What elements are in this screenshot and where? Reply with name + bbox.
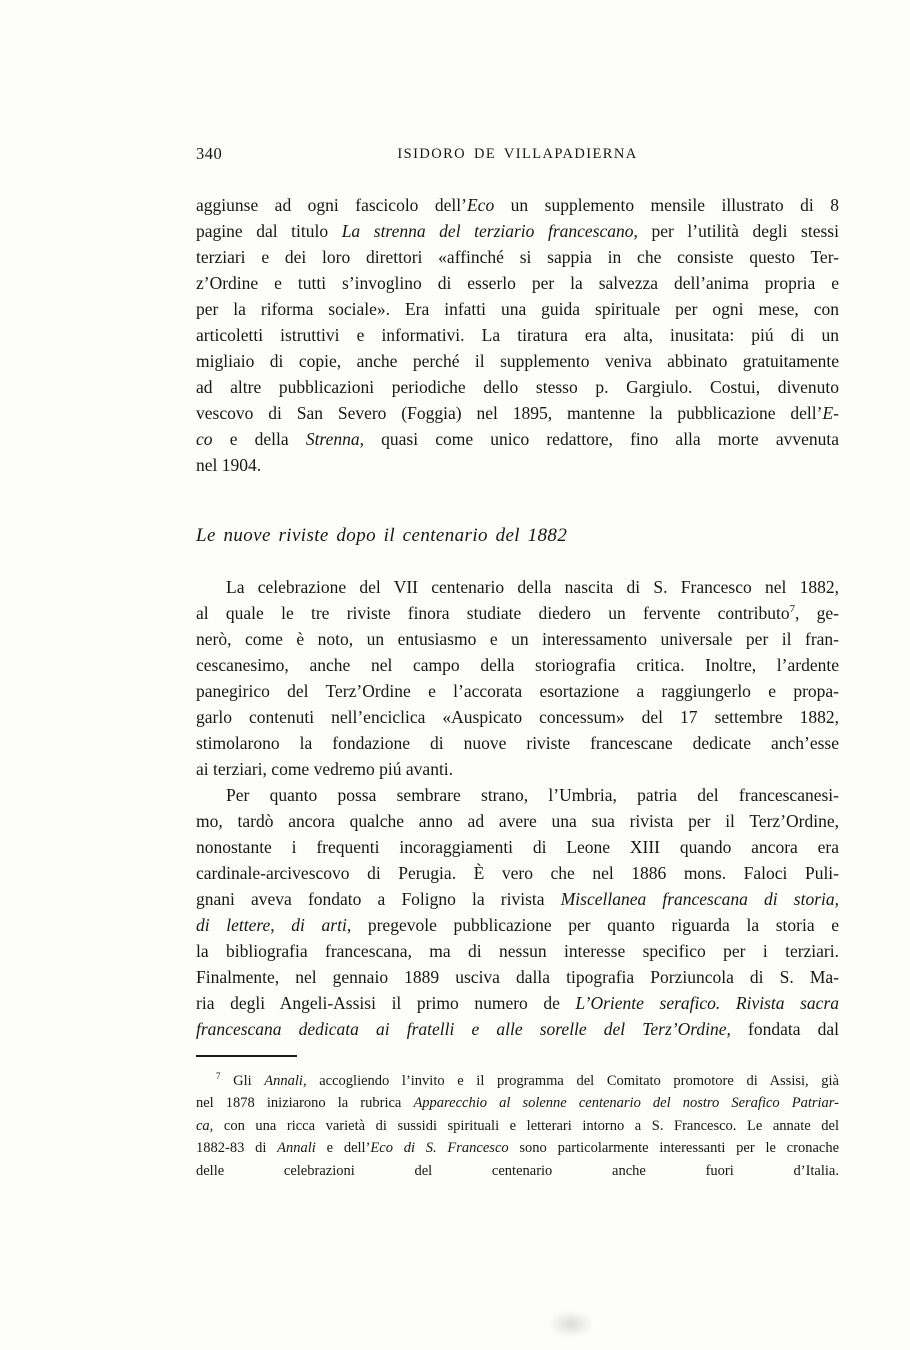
- text-line: articoletti istruttivi e informativi. La tiratura era alta, inusitata: piú di un: [196, 325, 839, 345]
- text-line: La celebrazione del VII centenario della nascita di S. Francesco nel 1882,: [226, 577, 839, 597]
- text-line: cescanesimo, anche nel campo della storiografia critica. Inoltre, l’ardente: [196, 655, 839, 675]
- text-line: panegirico del Terz’Ordine e l’accorata esortazione a raggiungerlo e propa-: [196, 681, 839, 701]
- paragraph-3: [196, 782, 839, 1042]
- footnote: [196, 1070, 839, 1182]
- text-line: $^7$ Gli Annali, accogliendo l’invito e il programma del Comitato promotore di Assisi, già: [216, 1071, 839, 1089]
- page-header: [196, 144, 839, 166]
- text-line: Finalmente, nel gennaio 1889 usciva dalla tipografia Porziuncola di S. Ma-: [196, 967, 839, 987]
- text-line: ria degli Angeli-Assisi il primo numero de L’Oriente serafico. Rivista sacra: [196, 993, 840, 1013]
- text-line: per la riforma sociale». Era infatti una guida spirituale per ogni mese, con: [196, 299, 839, 319]
- text-line: pagine dal titulo La strenna del terziario francescano, per l’utilità degli stessi: [196, 221, 839, 241]
- text-line: migliaio di copie, anche perché il supplemento veniva abbinato gratuitamente: [196, 351, 839, 371]
- text-line: terziari e dei loro direttori «affinché si sappia in che consiste questo Ter-: [196, 247, 839, 267]
- paragraph-1: [196, 192, 839, 478]
- text-line: mo, tardò ancora qualche anno ad avere una sua rivista per il Terz’Ordine,: [196, 811, 839, 831]
- text-line: cardinale-arcivescovo di Perugia. È vero che nel 1886 mons. Faloci Puli-: [196, 863, 839, 883]
- text-line: vescovo di San Severo (Foggia) nel 1895, mantenne la pubblicazione dell’E-: [196, 403, 839, 423]
- text-line: Per quanto possa sembrare strano, l’Umbria, patria del francescanesi-: [226, 785, 839, 805]
- text-line: nerò, come è noto, un entusiasmo e un interessamento universale per il fran-: [196, 629, 839, 649]
- running-title: ISIDORO DE VILLAPADIERNA: [397, 146, 638, 162]
- footnote-rule: [196, 1055, 297, 1057]
- text-line: gnani aveva fondato a Foligno la rivista Miscellanea francescana di storia,: [196, 889, 839, 909]
- text-line: z’Ordine e tutti s’invoglino di esserlo per la salvezza dell’anima propria e: [196, 273, 839, 293]
- text-line: di lettere, di arti, pregevole pubblicazione per quanto riguarda la storia e: [196, 915, 839, 935]
- text-line: nonostante i frequenti incoraggiamenti di Leone XIII quando ancora era: [196, 837, 839, 857]
- text-line: ai terziari, come vedremo piú avanti.: [196, 759, 454, 779]
- text-line: la bibliografia francescana, ma di nessun interesse specifico per i terziari.: [196, 941, 839, 961]
- text-line: stimolarono la fondazione di nuove riviste francescane dedicate anch’esse: [196, 733, 839, 753]
- text-line: co e della Strenna, quasi come unico redattore, fino alla morte avvenuta: [196, 429, 839, 449]
- text-line: delle celebrazioni del centenario anche fuori d’Italia.: [196, 1162, 839, 1179]
- paragraph-2: [196, 574, 839, 782]
- scan-smudge: [548, 1310, 594, 1338]
- text-line: garlo contenuti nell’enciclica «Auspicato concessum» del 17 settembre 1882,: [196, 707, 839, 727]
- text-line: 1882-83 di Annali e dell’Eco di S. Francesco sono particolarmente interessanti per le cronache: [196, 1140, 840, 1157]
- text-line: al quale le tre riviste finora studiate diedero un fervente contributo$^7$, ge-: [196, 603, 839, 623]
- text-line: francescana dedicata ai fratelli e alle sorelle del Terz’Ordine, fondata dal: [196, 1019, 839, 1039]
- text-line: ca, con una ricca varietà di sussidi spirituali e letterari intorno a S. Francesco. Le annate del: [196, 1117, 839, 1134]
- page-number: 340: [196, 144, 223, 163]
- text-line: aggiunse ad ogni fascicolo dell’Eco un supplemento mensile illustrato di 8: [196, 195, 839, 215]
- text-line: nel 1904.: [196, 455, 262, 475]
- section-heading: Le nuove riviste dopo il centenario del 1882: [196, 525, 568, 546]
- text-line: nel 1878 iniziarono la rubrica Apparecchio al solenne centenario del nostro Serafico Patriar-: [196, 1095, 839, 1112]
- text-line: ad altre pubblicazioni periodiche dello stesso p. Gargiulo. Costui, divenuto: [196, 377, 839, 397]
